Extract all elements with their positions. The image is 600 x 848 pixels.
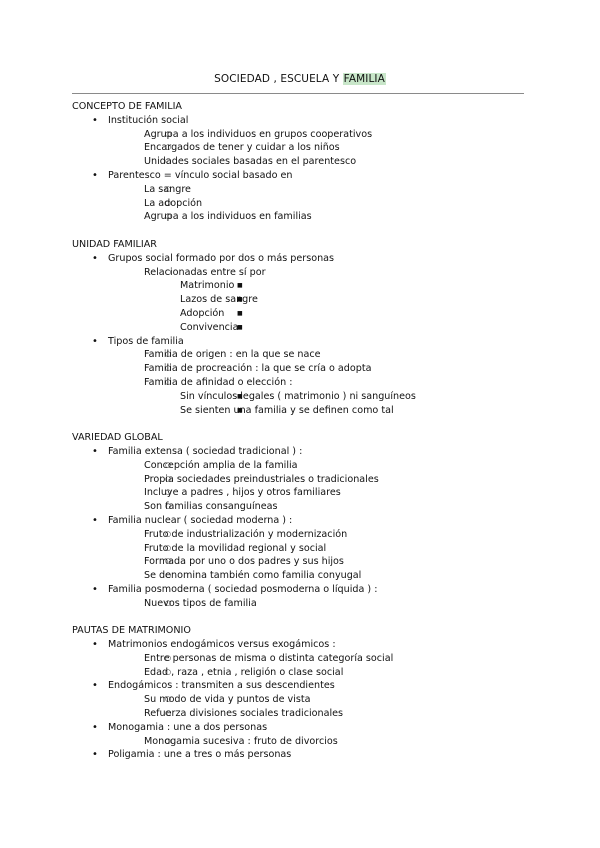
list-item-text: ○ Fruto de industrialización y modernización	[144, 528, 347, 542]
list-item-text: ○ Encargados de tener y cuidar a los niños	[144, 141, 340, 155]
list-item-text: • Familia extensa ( sociedad tradicional ) :	[108, 446, 302, 457]
section-heading: PAUTAS DE MATRIMONIO	[72, 625, 191, 637]
list-item-text: ○ Familia de origen : en la que se nace	[144, 348, 321, 362]
list-item	[72, 169, 542, 224]
list-item	[72, 335, 542, 418]
list-item	[108, 266, 542, 335]
list-item	[108, 486, 542, 500]
list-item	[72, 445, 542, 514]
list-item-text: ■ Convivencia	[180, 321, 238, 335]
list-item-text: ○ Monogamia sucesiva : fruto de divorcios	[144, 735, 338, 749]
list-item	[108, 542, 542, 556]
document-title	[0, 73, 600, 85]
list-item-text: ○ Concepción amplia de la familia	[144, 459, 298, 473]
list-item	[108, 555, 542, 569]
list-item	[108, 376, 542, 417]
list-item-text: ○ Relacionadas entre sí por	[144, 266, 266, 280]
list-item	[108, 362, 542, 376]
list-item	[72, 252, 542, 335]
list-item-text: ○ Se denomina también como familia conyugal	[144, 569, 361, 583]
list-item-text: ○ Incluye a padres , hijos y otros familiares	[144, 486, 341, 500]
list-item-text: ○ La adopción	[144, 197, 202, 211]
list-item	[72, 583, 542, 611]
list-item-text: ○ Edad , raza , etnia , religión o clase social	[144, 666, 343, 680]
section	[72, 624, 542, 762]
list-level-1	[72, 252, 542, 418]
list-item	[108, 128, 542, 142]
list-level-1	[72, 445, 542, 611]
list-item	[72, 638, 542, 679]
list-item	[108, 735, 542, 749]
list-level-3	[144, 279, 542, 334]
section	[72, 431, 542, 610]
list-item	[144, 307, 542, 321]
list-item-text: • Institución social	[108, 115, 188, 126]
list-level-2	[108, 652, 542, 680]
list-level-2	[108, 266, 542, 335]
list-item	[72, 114, 542, 169]
list-item-text: ○ La sangre	[144, 183, 191, 197]
list-item	[108, 500, 542, 514]
list-item-text: • Poligamia : une a tres o más personas	[108, 749, 291, 760]
list-item-text: • Parentesco = vínculo social basado en	[108, 170, 293, 181]
list-level-2	[108, 459, 542, 514]
list-item-text: • Monogamia : une a dos personas	[108, 722, 267, 733]
list-item-text: ○ Entre personas de misma o distinta categoría social	[144, 652, 393, 666]
section	[72, 238, 542, 417]
list-item-text: • Matrimonios endogámicos versus exogámicos :	[108, 639, 336, 650]
list-item	[108, 155, 542, 169]
section-heading: CONCEPTO DE FAMILIA	[72, 101, 182, 112]
list-item-text: ■ Matrimonio	[180, 279, 234, 293]
list-item-text: ■ Se sienten una familia y se definen como tal	[180, 404, 394, 418]
list-item	[108, 210, 542, 224]
list-item-text: ○ Nuevos tipos de familia	[144, 597, 257, 611]
list-item	[72, 748, 542, 762]
list-item	[108, 597, 542, 611]
list-level-2	[108, 693, 542, 721]
list-item	[144, 404, 542, 418]
list-item	[108, 666, 542, 680]
list-item	[108, 183, 542, 197]
list-item-text: ○ Refuerza divisiones sociales tradicionales	[144, 707, 343, 721]
list-item	[72, 514, 542, 583]
list-item-text: • Endogámicos : transmiten a sus descendientes	[108, 680, 335, 691]
list-item-text: • Tipos de familia	[108, 336, 184, 347]
list-item	[72, 721, 542, 749]
list-item-text: ○ Fruto de la movilidad regional y social	[144, 542, 326, 556]
list-item-text: • Familia posmoderna ( sociedad posmoderna o líquida ) :	[108, 584, 377, 595]
list-item	[72, 679, 542, 720]
list-level-2	[108, 348, 542, 417]
list-item	[108, 459, 542, 473]
list-item-text: ■ Lazos de sangre	[180, 293, 258, 307]
list-item	[108, 197, 542, 211]
list-item	[108, 693, 542, 707]
section	[72, 100, 542, 224]
title-divider	[72, 93, 524, 94]
list-item-text: ○ Familia de afinidad o elección :	[144, 376, 292, 390]
list-item-text: ○ Son familias consanguíneas	[144, 500, 278, 514]
list-item	[144, 279, 542, 293]
title-highlight: FAMILIA	[343, 73, 385, 85]
document-body	[72, 100, 542, 762]
list-item	[144, 390, 542, 404]
list-level-1	[72, 638, 542, 762]
list-item	[108, 569, 542, 583]
section-heading: UNIDAD FAMILIAR	[72, 238, 157, 250]
list-item-text: • Familia nuclear ( sociedad moderna ) :	[108, 515, 292, 526]
list-item	[108, 528, 542, 542]
list-item-text: ■ Sin vínculos legales ( matrimonio ) ni sanguíneos	[180, 390, 416, 404]
title-main: SOCIEDAD , ESCUELA Y	[214, 73, 343, 85]
list-item-text: ■ Adopción	[180, 307, 224, 321]
list-item-text: ○ Agrupa a los individuos en familias	[144, 210, 312, 224]
list-level-1	[72, 114, 542, 224]
list-item	[108, 707, 542, 721]
list-item	[108, 473, 542, 487]
list-item	[144, 293, 542, 307]
list-item-text: ○ Propia sociedades preindustriales o tradicionales	[144, 473, 379, 487]
list-item	[108, 652, 542, 666]
list-level-2	[108, 528, 542, 583]
list-item-text: ○ Formada por uno o dos padres y sus hijos	[144, 555, 344, 569]
list-level-2	[108, 128, 542, 169]
section-heading: VARIEDAD GLOBAL	[72, 432, 163, 444]
list-item	[108, 141, 542, 155]
list-item-text: • Grupos social formado por dos o más personas	[108, 253, 334, 264]
list-level-3	[144, 390, 542, 418]
list-item-text: ○ Unidades sociales basadas en el parentesco	[144, 155, 356, 169]
list-item	[108, 348, 542, 362]
list-level-2	[108, 735, 542, 749]
list-item	[144, 321, 542, 335]
list-level-2	[108, 597, 542, 611]
list-level-2	[108, 183, 542, 224]
list-item-text: ○ Familia de procreación : la que se cría o adopta	[144, 362, 372, 376]
list-item-text: ○ Su modo de vida y puntos de vista	[144, 693, 311, 707]
list-item-text: ○ Agrupa a los individuos en grupos cooperativos	[144, 128, 372, 142]
